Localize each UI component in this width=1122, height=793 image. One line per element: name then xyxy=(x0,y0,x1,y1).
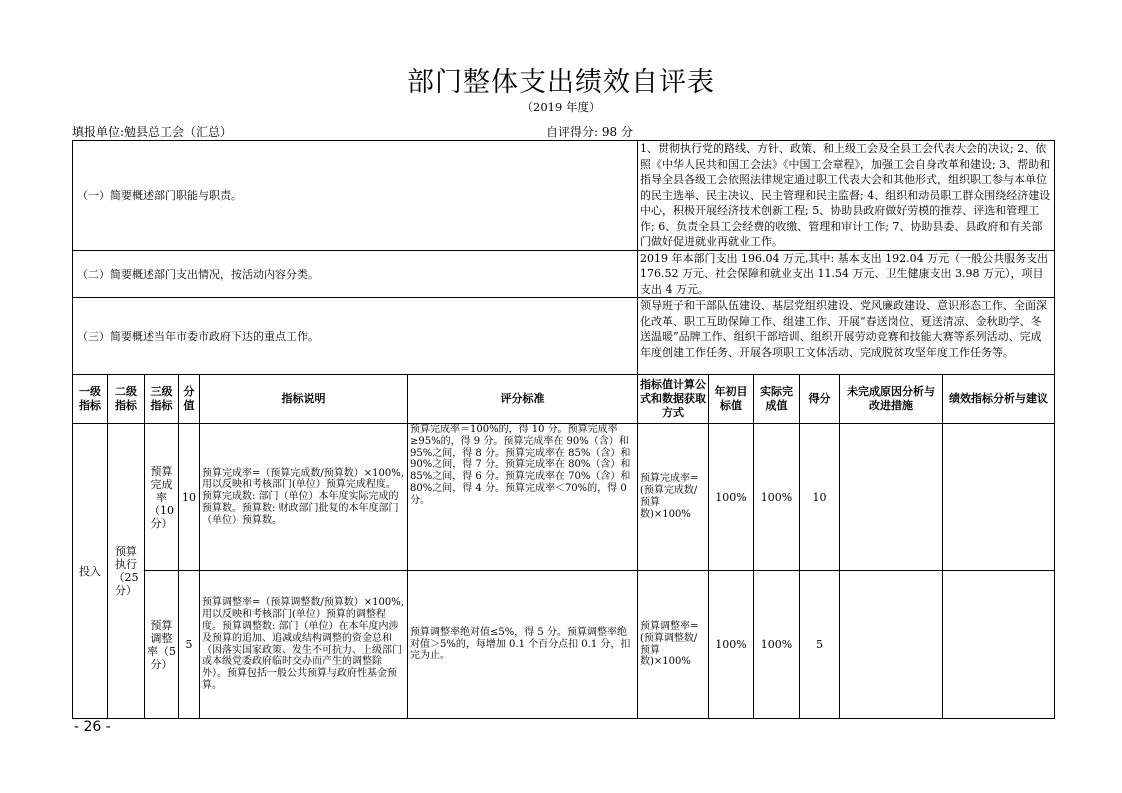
header-analysis: 绩效指标分析与建议 xyxy=(943,375,1055,424)
table-row xyxy=(73,571,1055,719)
description-cell: 预算完成率=（预算完成数/预算数）×100%,用以反映和考核部门(单位）预算完成程度。预算完成数: 部门（单位）本年度实际完成的预算数。预算数: 财政部门批复的本年度部门（单位）预算数。 xyxy=(200,424,408,571)
level3-indicator: 预算完成率（10分） xyxy=(145,424,179,571)
actual-value-cell: 100% xyxy=(754,424,800,571)
header-actual-value: 实际完成值 xyxy=(754,375,800,424)
summary-label: （三）简要概述当年市委市政府下达的重点工作。 xyxy=(73,298,638,375)
analysis-cell xyxy=(943,571,1055,719)
level2-indicator: 预算执行（25分） xyxy=(108,424,145,719)
score-cell: 5 xyxy=(800,571,840,719)
summary-row-functions xyxy=(73,141,1055,251)
weight-cell: 10 xyxy=(179,424,200,571)
summary-row-expenditure xyxy=(73,250,1055,298)
header-level2: 二级指标 xyxy=(108,375,145,424)
header-weight: 分值 xyxy=(179,375,200,424)
summary-content: 1、贯彻执行党的路线、方针、政策、和上级工会及全县工会代表大会的决议; 2、依照《中华人民共和国工会法》《中国工会章程》，加强工会自身改革和建设; 3、帮助和指导全县各级工会依照法律规定通过职工代表大会和其他形式，组织职工参与本单位的民主选举、民主决议、民主管理和民主监督; 4、组织和动员职工群众围绕经济建设中心，积极开展经济技术创新工程; 5、协助县政府做好劳模的推荐、评选和管理工作; 6、负责全县工会经费的收缴、管理和审计工作; 7、协助县委、县政府和有关部门做好促进就业再就业工作。 xyxy=(638,141,1055,251)
description-cell: 预算调整率=（预算调整数/预算数）×100%,用以反映和考核部门(单位）预算的调整程度。预算调整数: 部门（单位）在本年度内涉及预算的追加、追减或结构调整的资金总和（因落实国家政策、发生不可抗力、上级部门或本级党委政府临时交办而产生的调整除外）。预算包括一般公共预算与政府性基金预算。 xyxy=(200,571,408,719)
header-criteria: 评分标准 xyxy=(408,375,638,424)
summary-row-key-work xyxy=(73,298,1055,375)
level1-indicator: 投入 xyxy=(73,424,108,719)
weight-cell: 5 xyxy=(179,571,200,719)
self-score: 自评得分: 98 分 xyxy=(546,125,633,139)
header-row xyxy=(73,375,1055,424)
report-year: （2019 年度） xyxy=(521,100,601,114)
table-row xyxy=(73,424,1055,571)
criteria-cell: 预算调整率绝对值≤5%，得 5 分。预算调整率绝对值＞5%的，每增加 0.1 个百分点扣 0.1 分，扣完为止。 xyxy=(408,571,638,719)
summary-label: （一）简要概述部门职能与职责。 xyxy=(73,141,638,251)
page-number: - 26 - xyxy=(74,719,111,735)
reason-cell xyxy=(840,424,943,571)
page-title: 部门整体支出绩效自评表 xyxy=(407,67,715,98)
level3-indicator: 预算调整率（5分） xyxy=(145,571,179,719)
initial-target-cell: 100% xyxy=(709,424,754,571)
summary-content: 领导班子和干部队伍建设、基层党组织建设、党风廉政建设、意识形态工作、全面深化改革、职工互助保障工作、组建工作、开展“春送岗位、夏送清凉、金秋助学、冬送温暖”品牌工作、组织干部培训、组织开展劳动竞赛和技能大赛等系列活动、完成年度创建工作任务、开展各项职工文体活动、完成脱贫攻坚年度工作任务等。 xyxy=(638,298,1055,375)
header-description: 指标说明 xyxy=(200,375,408,424)
reason-cell xyxy=(840,571,943,719)
summary-label: （二）简要概述部门支出情况，按活动内容分类。 xyxy=(73,250,638,298)
score-cell: 10 xyxy=(800,424,840,571)
criteria-cell: 预算完成率＝100%的，得 10 分。预算完成率≥95%的，得 9 分。预算完成率在 90%（含）和 95%之间，得 8 分。预算完成率在 85%（含）和 90%之间，得 7 分。预算完成率在 80%（含）和 85%之间，得 6 分。预算完成率在 70%（含）和 80%之间，得 4 分。预算完成率＜70%的，得 0 分。 xyxy=(408,424,638,571)
formula-cell: 预算完成率=(预算完成数/预算数)×100% xyxy=(638,424,709,571)
evaluation-table xyxy=(72,140,1055,719)
summary-content: 2019 年本部门支出 196.04 万元,其中: 基本支出 192.04 万元（一般公共服务支出 176.52 万元、社会保障和就业支出 11.54 万元、卫生健康支出 3.98 万元），项目支出 4 万元。 xyxy=(638,250,1055,298)
analysis-cell xyxy=(943,424,1055,571)
header-formula: 指标值计算公式和数据获取方式 xyxy=(638,375,709,424)
header-level1: 一级指标 xyxy=(73,375,108,424)
header-reason: 未完成原因分析与改进措施 xyxy=(840,375,943,424)
actual-value-cell: 100% xyxy=(754,571,800,719)
header-score: 得分 xyxy=(800,375,840,424)
initial-target-cell: 100% xyxy=(709,571,754,719)
header-level3: 三级指标 xyxy=(145,375,179,424)
formula-cell: 预算调整率=(预算调整数/预算数)×100% xyxy=(638,571,709,719)
reporting-unit: 填报单位:勉县总工会（汇总） xyxy=(72,125,233,139)
header-initial-target: 年初目标值 xyxy=(709,375,754,424)
